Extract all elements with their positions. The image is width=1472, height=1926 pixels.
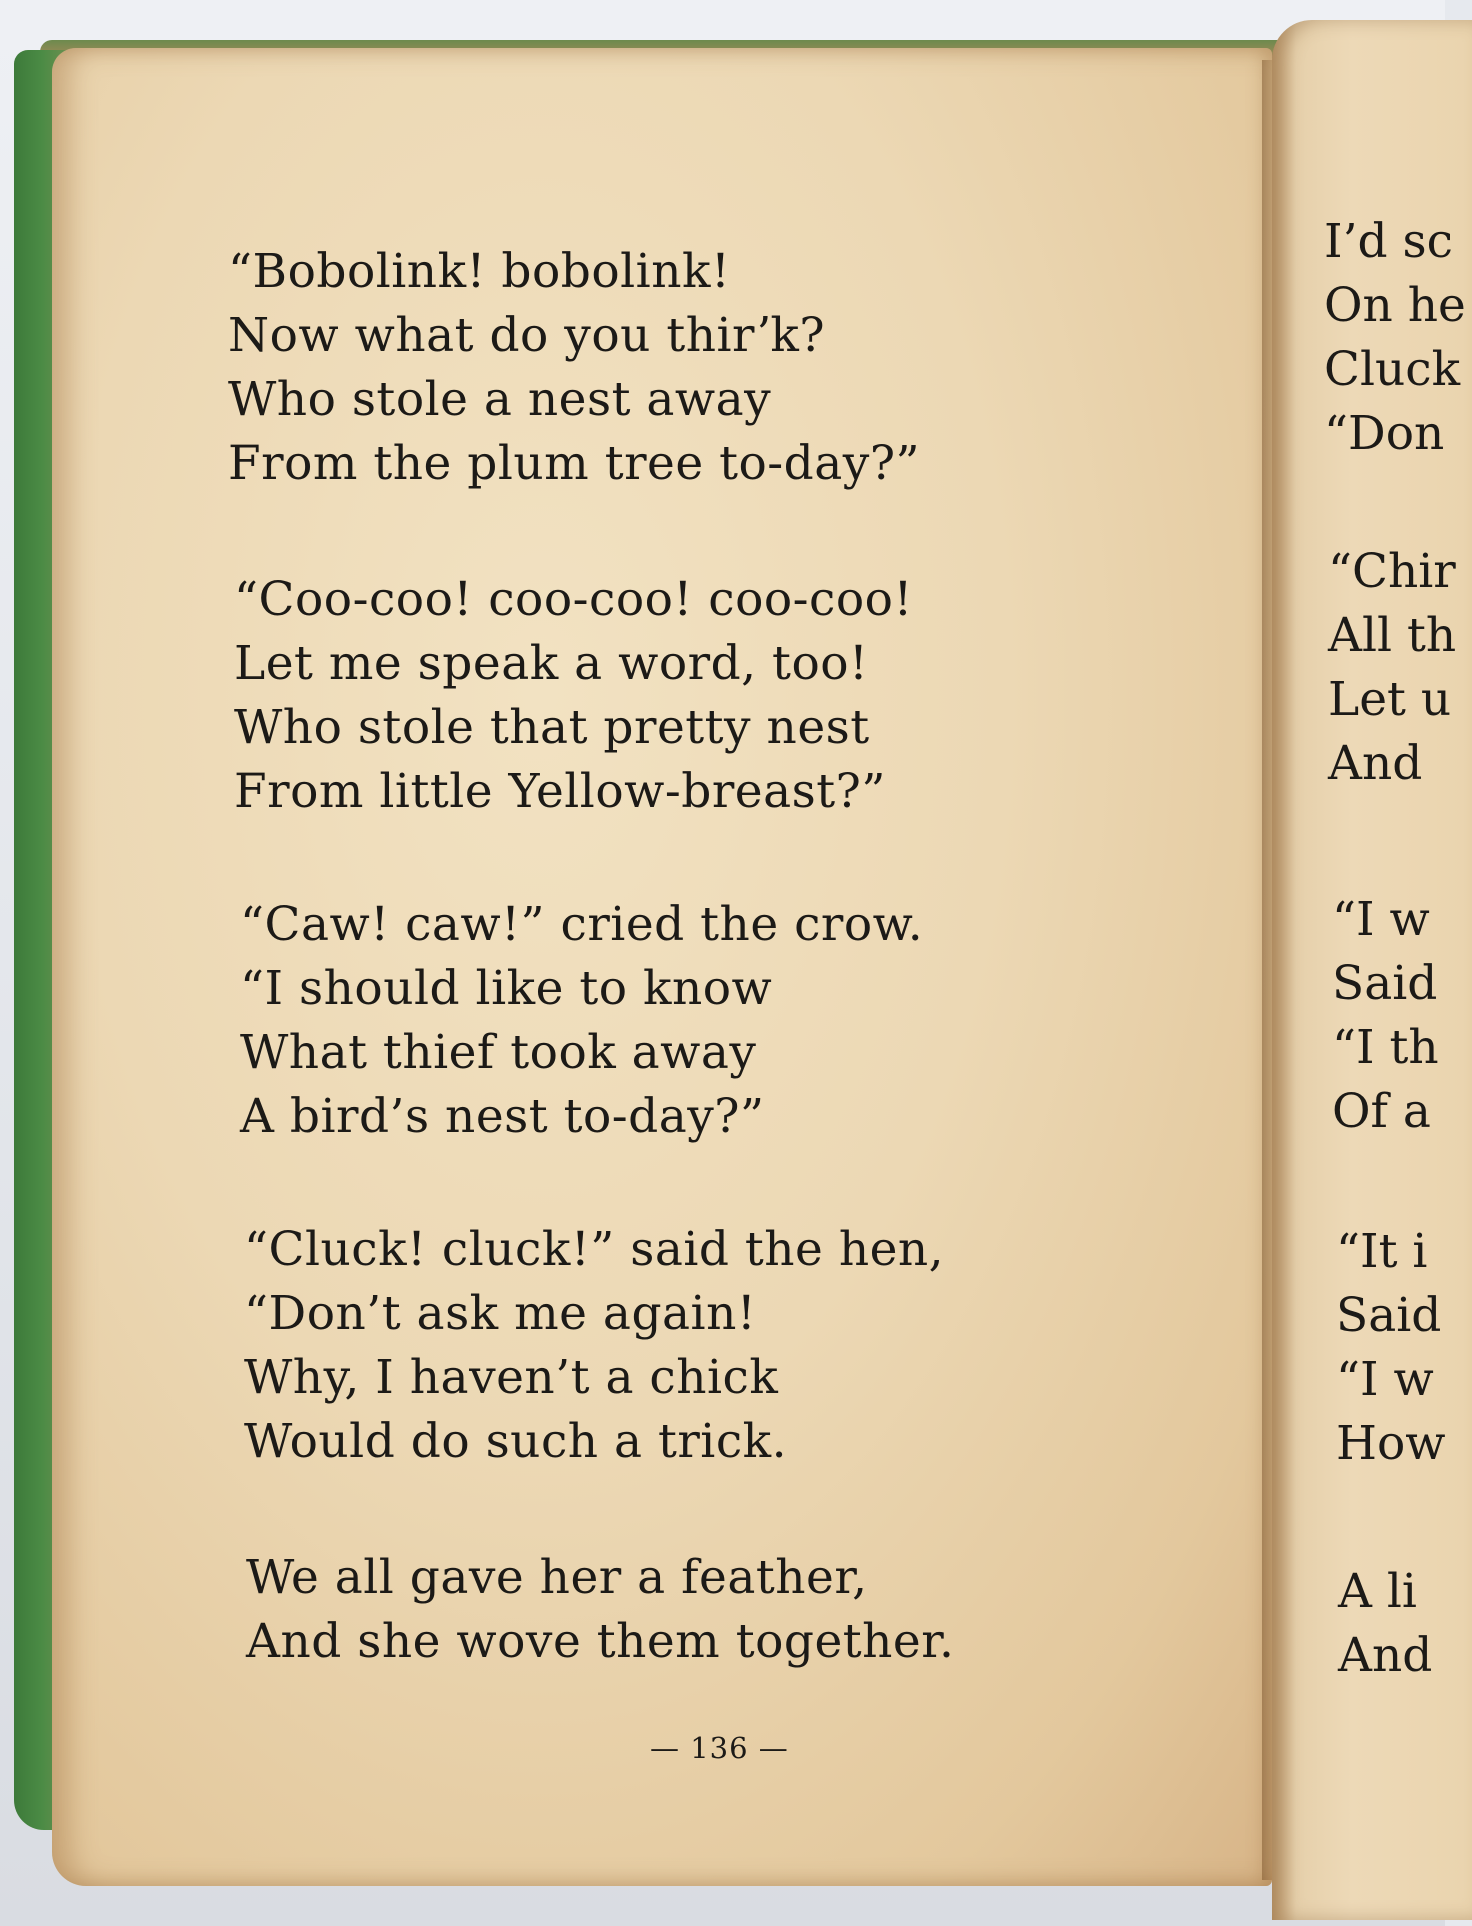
stanza-3 xyxy=(240,893,1340,1149)
page-number: — 136 — xyxy=(650,1731,789,1765)
poem-line: “Cluck! cluck!” said the hen, xyxy=(244,1222,945,1277)
poem-line: Let u xyxy=(1328,672,1452,727)
stanza-1 xyxy=(228,240,1328,496)
poem-line: “I w xyxy=(1336,1352,1434,1407)
poem-line: What thief took away xyxy=(240,1025,757,1080)
poem-line: “Bobolink! bobolink! xyxy=(228,244,731,299)
right-stanza-2 xyxy=(1278,540,1456,796)
poem-line: “Don’t ask me again! xyxy=(244,1286,757,1341)
poem-line: From the plum tree to-day?” xyxy=(228,436,921,491)
poem-line: Would do such a trick. xyxy=(244,1414,788,1469)
left-page xyxy=(52,48,1272,1886)
stanza-5 xyxy=(246,1546,1346,1674)
poem-line: A bird’s nest to-day?” xyxy=(240,1089,765,1144)
stanza-2 xyxy=(234,568,1334,824)
poem-line: “I th xyxy=(1332,1020,1439,1075)
poem-line: From little Yellow-breast?” xyxy=(234,764,886,819)
right-stanza-1 xyxy=(1274,210,1466,466)
poem-line: Who stole that pretty nest xyxy=(234,700,870,755)
poem-line: “I w xyxy=(1332,892,1430,947)
poem-line: “Don xyxy=(1324,406,1445,461)
poem-line: And xyxy=(1328,736,1423,791)
poem-line: Now what do you thirʼk? xyxy=(228,308,826,363)
poem-line: “I should like to know xyxy=(240,961,773,1016)
right-stanza-5 xyxy=(1288,1560,1432,1688)
poem-line: And xyxy=(1338,1628,1433,1683)
poem-line: “Coo-coo! coo-coo! coo-coo! xyxy=(234,572,913,627)
right-stanza-4 xyxy=(1286,1220,1446,1476)
poem-line: Cluck xyxy=(1324,342,1461,397)
right-stanza-3 xyxy=(1282,888,1439,1144)
poem-line: Said xyxy=(1336,1288,1442,1343)
poem-line: “Caw! caw!” cried the crow. xyxy=(240,897,924,952)
poem-line: How xyxy=(1336,1416,1446,1471)
poem-line: “Chir xyxy=(1328,544,1456,599)
stanza-4 xyxy=(244,1218,1344,1474)
poem-line: Who stole a nest away xyxy=(228,372,772,427)
poem-line: Of a xyxy=(1332,1084,1431,1139)
poem-line: Said xyxy=(1332,956,1438,1011)
poem-line: We all gave her a feather, xyxy=(246,1550,868,1605)
poem-line: A li xyxy=(1338,1564,1417,1619)
poem-line: All th xyxy=(1328,608,1457,663)
poem-line: Let me speak a word, too! xyxy=(234,636,869,691)
poem-line: And she wove them together. xyxy=(246,1614,955,1669)
poem-line: I’d sc xyxy=(1324,214,1453,269)
right-page xyxy=(1272,20,1472,1920)
poem-line: On he xyxy=(1324,278,1466,333)
poem-line: Why, I haven’t a chick xyxy=(244,1350,779,1405)
poem-line: “It i xyxy=(1336,1224,1428,1279)
